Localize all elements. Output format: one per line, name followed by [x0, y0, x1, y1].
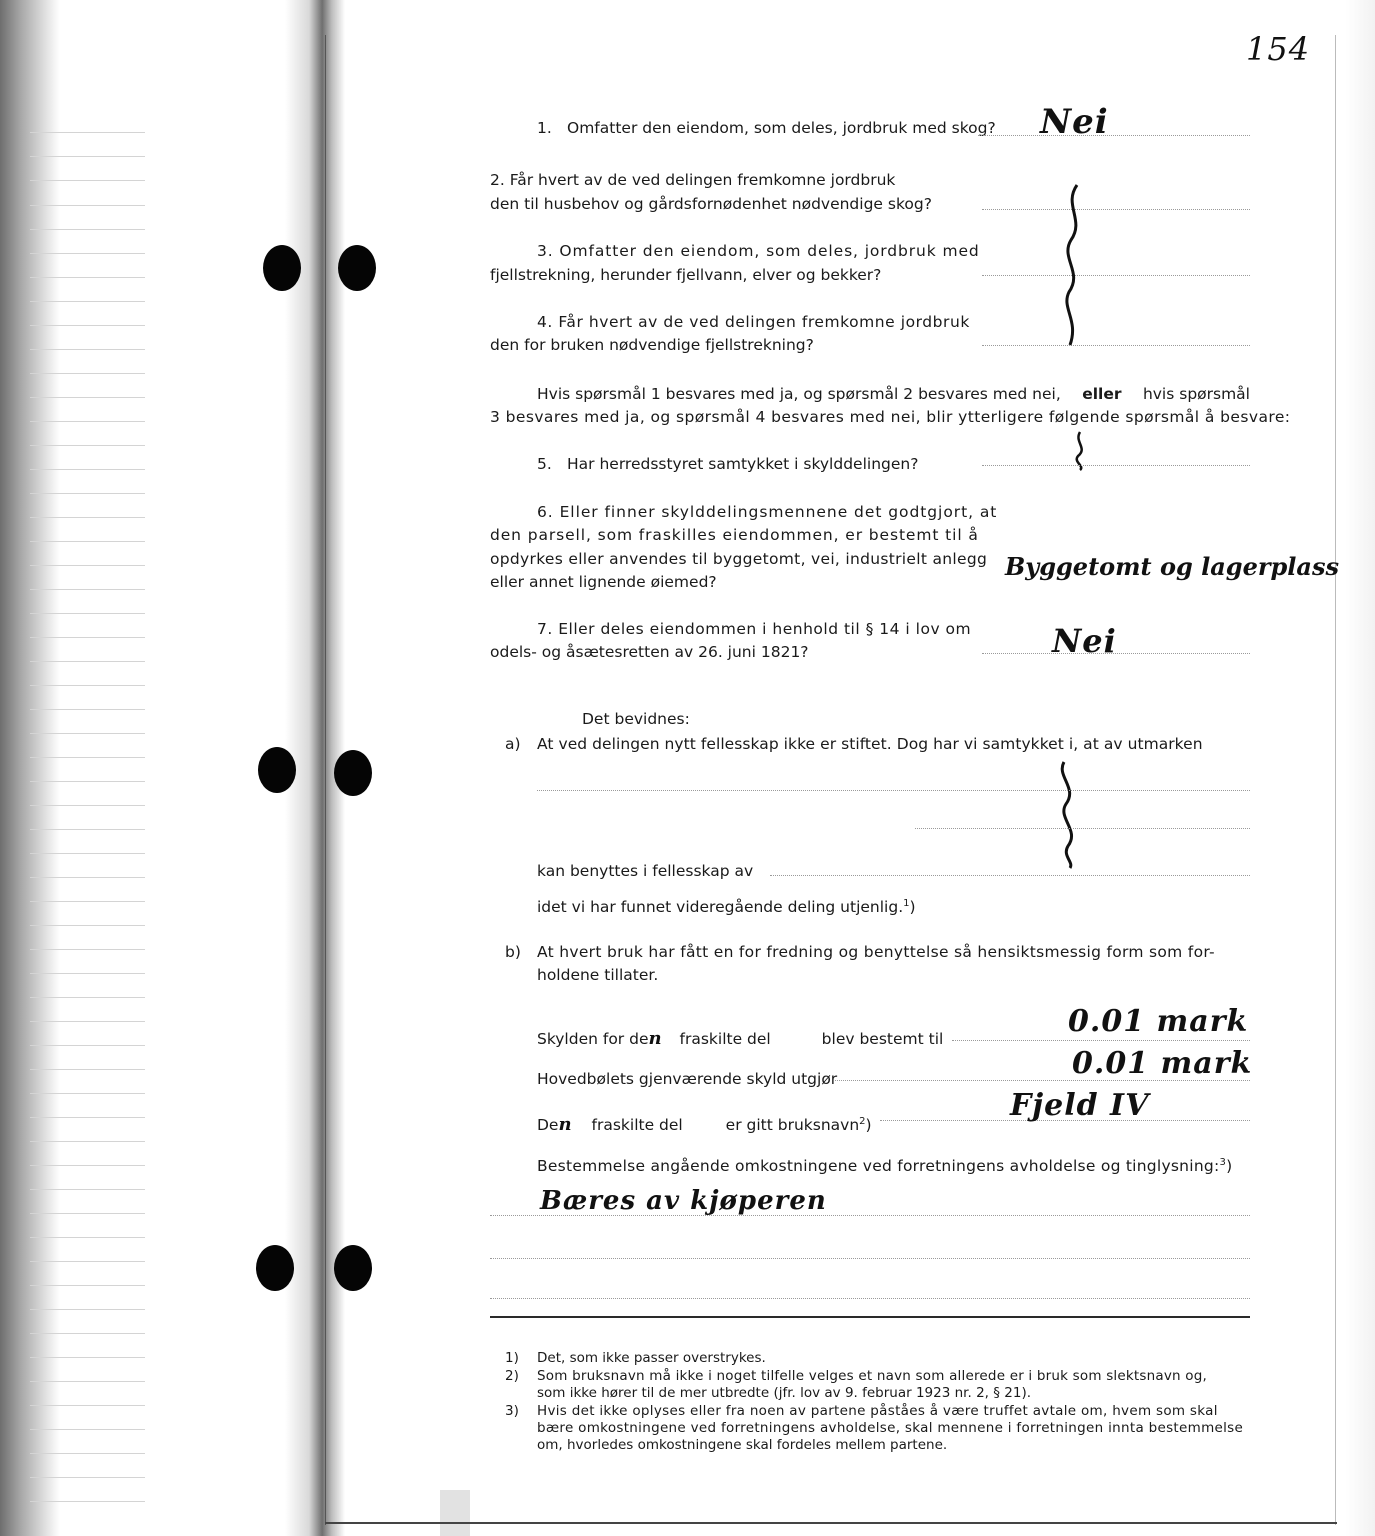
ruled-line: [30, 156, 145, 157]
ruled-line: [30, 877, 145, 878]
ruled-line: [30, 925, 145, 926]
ruled-line: [30, 397, 145, 398]
bevidnes-a-label: a): [505, 735, 521, 753]
footnote-1-text: Det, som ikke passer overstrykes.: [537, 1350, 766, 1366]
ruled-line: [30, 1429, 145, 1430]
hovedbol-label: Hovedbølets gjenværende skyld utgjør: [537, 1070, 838, 1088]
ruled-line: [30, 277, 145, 278]
skylden-label: Skylden for den fraskilte del blev bestemt til: [537, 1028, 944, 1049]
footnote-1-marker: 1): [505, 1350, 519, 1366]
punch-hole: [256, 1245, 294, 1291]
ruled-line: [30, 132, 145, 133]
footnote-2-text-b: som ikke hører til de mer utbredte (jfr. lov av 9. februar 1923 nr. 2, § 21).: [537, 1385, 1032, 1401]
punch-hole: [334, 1245, 372, 1291]
q7-line1: 7. Eller deles eiendommen i henhold til § 14 i lov om: [537, 620, 972, 638]
ruled-line: [30, 997, 145, 998]
ruled-line: [30, 1213, 145, 1214]
q2-line1: 2. Får hvert av de ved delingen fremkomne jordbruk: [490, 171, 896, 189]
ruled-line: [30, 1453, 145, 1454]
bevidnes-b-line1: At hvert bruk har fått en for fredning og benyttelse så hensiktsmessig form som for-: [537, 943, 1215, 961]
ruled-line: [30, 1309, 145, 1310]
page-frame-bottom: [325, 1522, 1337, 1524]
ruled-line: [30, 325, 145, 326]
bestemmelse-line-3: [490, 1298, 1250, 1299]
q4-line2: den for bruken nødvendige fjellstrekning?: [490, 336, 814, 354]
punch-hole: [338, 245, 376, 291]
q1-number: 1.: [537, 119, 552, 137]
ruled-line: [30, 469, 145, 470]
q2-answer-line: [982, 209, 1250, 210]
ruled-line: [30, 661, 145, 662]
utmarken-line-1: [537, 790, 1250, 791]
utmarken-line-2: [915, 828, 1250, 829]
bruksnavn-value: Fjeld IV: [1010, 1088, 1150, 1123]
ruled-line: [30, 853, 145, 854]
q6-line2: den parsell, som fraskilles eiendommen, er bestemt til å: [490, 526, 979, 544]
footnote-3-text-b: bære omkostningene ved forretningens avholdelse, skal mennene i forretningen innta bestemmelse: [537, 1420, 1244, 1436]
footnote-2-marker: 2): [505, 1368, 519, 1384]
page-frame-left: [325, 35, 326, 1525]
bevidnes-heading: Det bevidnes:: [582, 710, 690, 728]
ruled-line: [30, 949, 145, 950]
q3-answer-line: [982, 275, 1250, 276]
footnote-2-text-a: Som bruksnavn må ikke i noget tilfelle velges et navn som allerede er i bruk som slektsnavn og,: [537, 1368, 1208, 1384]
q3-line1: 3. Omfatter den eiendom, som deles, jordbruk med: [537, 242, 980, 260]
ruled-line: [30, 1045, 145, 1046]
ruled-line: [30, 589, 145, 590]
kan-benyttes-line: [770, 875, 1250, 876]
q1-answer: Nei: [1040, 102, 1109, 142]
ruled-line: [30, 349, 145, 350]
ruled-line: [30, 901, 145, 902]
ruled-line: [30, 1165, 145, 1166]
ruled-line: [30, 229, 145, 230]
ruled-line: [30, 421, 145, 422]
q5-text: Har herredsstyret samtykket i skylddelingen?: [567, 455, 919, 473]
q7-line2: odels- og åsætesretten av 26. juni 1821?: [490, 643, 809, 661]
ruled-line: [30, 805, 145, 806]
ruled-line: [30, 1189, 145, 1190]
punch-hole: [334, 750, 372, 796]
ruled-line: [30, 1237, 145, 1238]
q4-line1: 4. Får hvert av de ved delingen fremkomne jordbruk: [537, 313, 970, 331]
q6-line1: 6. Eller finner skylddelingsmennene det godtgjort, at: [537, 503, 998, 521]
bevidnes-b-line2: holdene tillater.: [537, 966, 659, 984]
ruled-line: [30, 1501, 145, 1502]
ruled-line: [30, 1477, 145, 1478]
ruled-line: [30, 1069, 145, 1070]
ruled-line: [30, 565, 145, 566]
q3-line2: fjellstrekning, herunder fjellvann, elver og bekker?: [490, 266, 882, 284]
punch-hole: [263, 245, 301, 291]
q6-line4: eller annet lignende øiemed?: [490, 573, 717, 591]
ruled-line: [30, 517, 145, 518]
ruled-line: [30, 829, 145, 830]
condition-line1: Hvis spørsmål 1 besvares med ja, og spørsmål 2 besvares med nei, eller hvis spørsmål: [537, 385, 1250, 403]
ruled-line: [30, 301, 145, 302]
ruled-line: [30, 733, 145, 734]
ruled-line: [30, 1357, 145, 1358]
ruled-line: [30, 973, 145, 974]
bruksnavn-label: Den fraskilte del er gitt bruksnavn$^2$): [537, 1114, 872, 1136]
bestemmelse-value: Bæres av kjøperen: [540, 1186, 827, 1216]
q6-answer: Byggetomt og lagerplass: [1005, 552, 1339, 581]
ruled-line: [30, 373, 145, 374]
ruled-line: [30, 1117, 145, 1118]
ruled-line: [30, 541, 145, 542]
ruled-line: [30, 253, 145, 254]
hovedbol-value: 0.01 mark: [1072, 1046, 1253, 1081]
q7-answer: Nei: [1052, 622, 1117, 660]
footnote-3-text-c: om, hvorledes omkostningene skal fordeles mellem partene.: [537, 1437, 948, 1453]
bestemmelse-line-1: [490, 1215, 1250, 1216]
skylden-value: 0.01 mark: [1068, 1004, 1249, 1039]
ruled-line: [30, 1333, 145, 1334]
ruled-line: [30, 1285, 145, 1286]
footnote-rule: [490, 1316, 1250, 1318]
q1-text: Omfatter den eiendom, som deles, jordbruk med skog?: [567, 119, 996, 137]
ruled-line: [30, 205, 145, 206]
ruled-line: [30, 1405, 145, 1406]
ruled-line: [30, 709, 145, 710]
bevidnes-b-label: b): [505, 943, 521, 961]
q5-number: 5.: [537, 455, 552, 473]
ruled-line: [30, 781, 145, 782]
page-number: 154: [1246, 30, 1311, 68]
skylden-line: [952, 1040, 1250, 1041]
q1-answer-line: [978, 135, 1250, 136]
idet-text: idet vi har funnet videregående deling utjenlig.$^1$): [537, 898, 916, 917]
ruled-line: [30, 1141, 145, 1142]
footnote-3-marker: 3): [505, 1403, 519, 1419]
ruled-line: [30, 493, 145, 494]
bevidnes-a-text: At ved delingen nytt fellesskap ikke er stiftet. Dog har vi samtykket i, at av utmarken: [537, 735, 1203, 753]
scan-bottom-strip: [440, 1490, 470, 1536]
bestemmelse-label: Bestemmelse angående omkostningene ved forretningens avholdelse og tinglysning:$^3$): [537, 1157, 1233, 1176]
q5-answer-line: [982, 465, 1250, 466]
ruled-line: [30, 1261, 145, 1262]
ruled-line: [30, 1021, 145, 1022]
q4-answer-line: [982, 345, 1250, 346]
ruled-line: [30, 637, 145, 638]
ditto-mark: [1052, 758, 1092, 870]
q6-line3: opdyrkes eller anvendes til byggetomt, vei, industrielt anlegg: [490, 550, 988, 568]
bestemmelse-line-2: [490, 1258, 1250, 1259]
footnote-3-text-a: Hvis det ikke oplyses eller fra noen av partene påståes å være truffet avtale om, hvem som skal: [537, 1403, 1218, 1419]
page-edge: [1345, 0, 1375, 1536]
ruled-line: [30, 1381, 145, 1382]
condition-line2: 3 besvares med ja, og spørsmål 4 besvares med nei, blir ytterligere følgende spørsmål å besvare:: [490, 408, 1291, 426]
page-frame-right: [1335, 35, 1336, 1525]
ruled-line: [30, 445, 145, 446]
ruled-line: [30, 685, 145, 686]
kan-benyttes-text: kan benyttes i fellesskap av: [537, 862, 754, 880]
q2-line2: den til husbehov og gårdsfornødenhet nødvendige skog?: [490, 195, 932, 213]
scan-shadow-left: [0, 0, 60, 1536]
punch-hole: [258, 747, 296, 793]
ruled-line: [30, 757, 145, 758]
ruled-line: [30, 613, 145, 614]
ruled-line: [30, 1093, 145, 1094]
ruled-line: [30, 180, 145, 181]
ditto-mark: [1055, 180, 1095, 350]
